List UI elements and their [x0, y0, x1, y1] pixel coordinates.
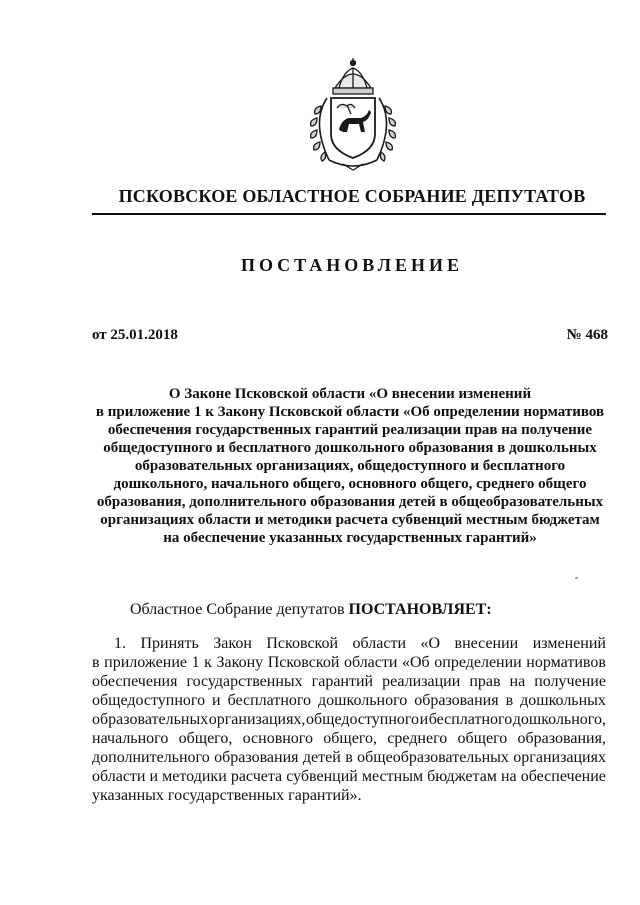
clause-word: в: [345, 749, 353, 766]
subject-line: образовательных организациях, общедоступного и бесплатного: [134, 458, 566, 474]
clause-word: получение: [534, 673, 606, 690]
subject-line: дошкольного, начального общего, основного общего, среднего общего: [113, 476, 587, 492]
clause-word: дошкольного,: [512, 711, 606, 728]
clause-word: определении: [434, 654, 522, 671]
clause-word: расчета: [230, 768, 283, 785]
clause-word: 1.: [114, 635, 126, 652]
clause-line: [92, 672, 606, 691]
header-divider: [92, 213, 606, 215]
clause-word: на: [509, 673, 526, 690]
clause-word: «Об: [402, 654, 430, 671]
clause-word: Закону: [216, 654, 264, 671]
subject-line: образования, дополнительного образования детей в общеобразовательных: [96, 494, 604, 510]
document-subject: [80, 385, 620, 547]
subject-line: общедоступного и бесплатного дошкольного образования в дошкольных: [103, 440, 597, 456]
preamble: [130, 601, 492, 619]
scan-speck: [575, 577, 578, 579]
subject-line: в приложение 1 к Закону Псковской области «Об определении нормативов: [95, 404, 605, 420]
clause-word: обеспечение: [520, 768, 606, 785]
clause-word: бесплатного: [227, 692, 312, 709]
clause-word: среднего: [387, 730, 448, 747]
subject-line: обеспечения государственных гарантий реализации прав на получение: [107, 422, 593, 438]
clause-word: общедоступного: [92, 692, 206, 709]
clause-word: бюджетам: [427, 768, 497, 785]
subject-line: на обеспечение указанных государственных гарантий»: [163, 530, 537, 546]
clause-word: местным: [361, 768, 424, 785]
clause-word: «О: [420, 635, 441, 652]
clause-word: общего,: [178, 730, 233, 747]
clause-word: в: [92, 654, 100, 671]
clause-word: организациях,: [208, 711, 306, 728]
clause-word: Принять: [140, 635, 199, 652]
clause-word: обеспечения: [92, 673, 178, 690]
clause-word: субвенций: [286, 768, 358, 785]
clause-word: Псковской: [267, 654, 340, 671]
clause-line: [92, 691, 606, 710]
clause-word: 1: [191, 654, 200, 671]
clause-word: детей: [302, 749, 341, 766]
clause-word: области: [343, 654, 398, 671]
clause-word: общеобразовательных: [357, 749, 509, 766]
preamble-text: Областное Собрание депутатов: [130, 601, 349, 618]
clause-word: и: [149, 768, 159, 785]
document-date: от 25.01.2018: [92, 327, 178, 343]
clause-line: [92, 710, 606, 729]
clause-word: реализации: [382, 673, 461, 690]
clause-line: [92, 748, 606, 767]
clause-word: к: [204, 654, 212, 671]
clause-line: [92, 729, 606, 748]
clause-1: [92, 634, 606, 805]
clause-word: образования,: [517, 730, 606, 747]
coat-of-arms-emblem: [299, 58, 407, 172]
subject-line: О Законе Псковской области «О внесении изменений: [168, 386, 532, 402]
clause-word: и: [212, 692, 221, 709]
clause-word: дошкольных: [520, 692, 606, 709]
clause-word: гарантий: [311, 673, 374, 690]
clause-word: в: [505, 692, 514, 709]
subject-line: организациях области и методики расчета субвенций местным бюджетам: [100, 512, 600, 528]
clause-line: [92, 634, 606, 653]
document-number: № 468: [566, 327, 608, 343]
clause-word: методики: [162, 768, 227, 785]
clause-word: бесплатного: [428, 711, 513, 728]
clause-word: образования: [414, 692, 499, 709]
clause-word: изменений: [532, 635, 606, 652]
clause-line: [92, 786, 606, 805]
clause-word: дополнительного: [92, 749, 210, 766]
clause-word: образовательных: [92, 711, 209, 728]
clause-word: на: [500, 768, 517, 785]
clause-word: нормативов: [526, 654, 606, 671]
clause-word: образования: [214, 749, 299, 766]
clause-word: области: [352, 635, 407, 652]
organization-title: ПСКОВСКОЕ ОБЛАСТНОЕ СОБРАНИЕ ДЕПУТАТОВ: [118, 186, 586, 206]
clause-text: указанных государственных гарантий».: [92, 787, 362, 804]
clause-word: приложение: [104, 654, 188, 671]
clause-word: основного: [242, 730, 313, 747]
clause-word: области: [92, 768, 146, 785]
preamble-resolves: ПОСТАНОВЛЯЕТ:: [348, 601, 492, 618]
clause-word: государственных: [186, 673, 303, 690]
clause-word: общего: [457, 730, 508, 747]
clause-word: Псковской: [266, 635, 339, 652]
clause-word: организациях: [513, 749, 606, 766]
clause-line: [92, 767, 606, 786]
clause-word: и: [419, 711, 429, 728]
document-type-heading: ПОСТАНОВЛЕНИЕ: [240, 255, 464, 275]
clause-line: [92, 653, 606, 672]
clause-word: общедоступного: [305, 711, 420, 728]
clause-word: начального: [92, 730, 169, 747]
clause-word: общего,: [323, 730, 377, 747]
clause-word: дошкольного: [318, 692, 408, 709]
clause-word: Закон: [213, 635, 252, 652]
clause-word: прав: [469, 673, 501, 690]
clause-word: внесении: [454, 635, 519, 652]
